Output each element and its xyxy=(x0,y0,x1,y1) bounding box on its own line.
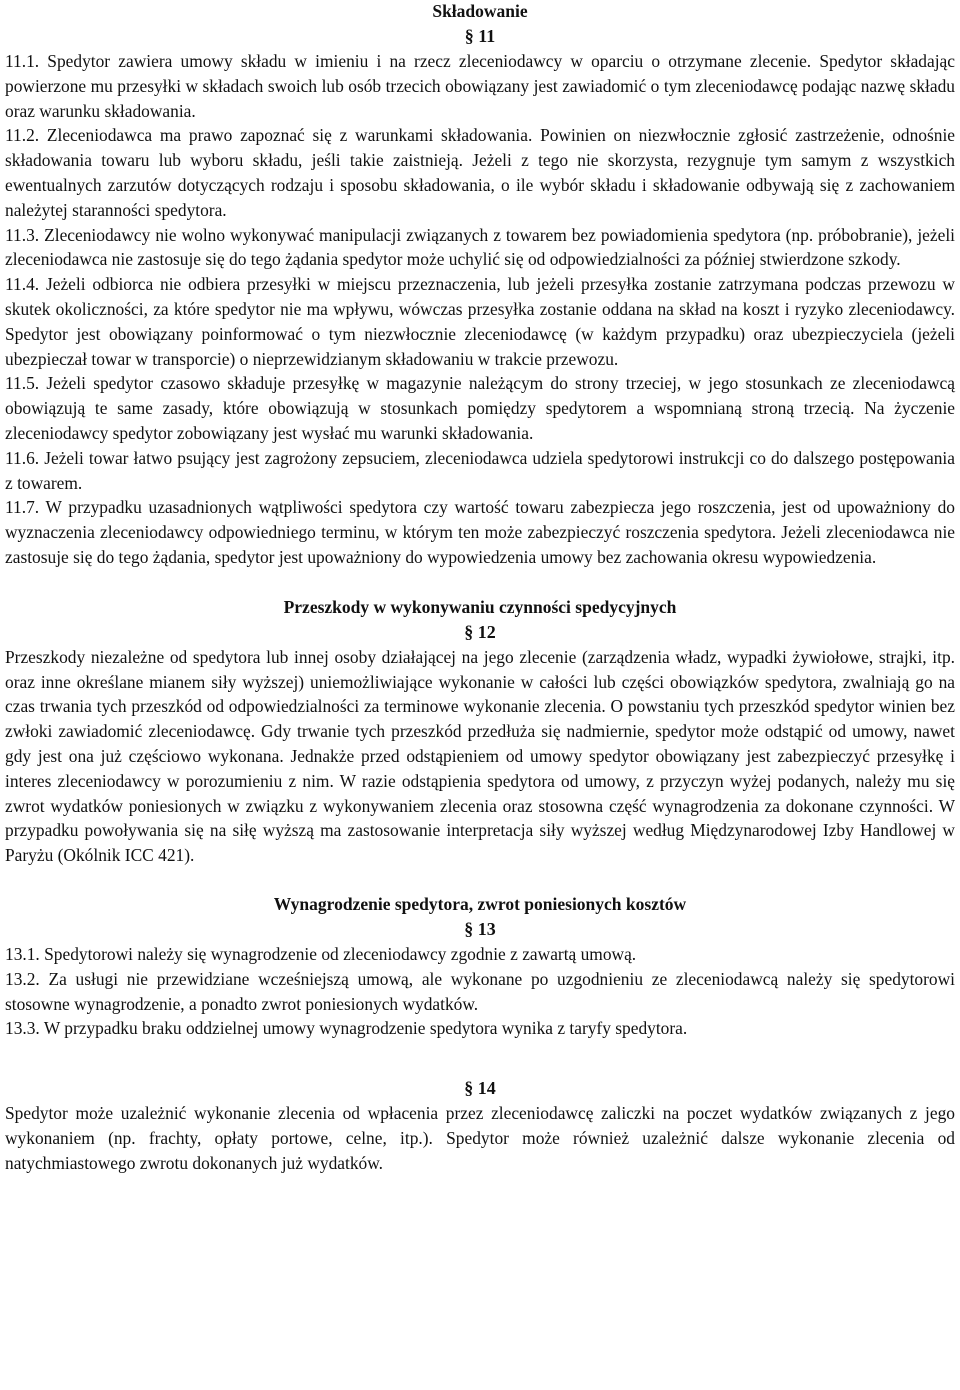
section-14 xyxy=(5,1075,955,1175)
section-title: Składowanie xyxy=(432,1,528,21)
paragraph-11-7: 11.7. W przypadku uzasadnionych wątpliwości spedytora czy wartość towaru zabezpiecza jego roszczenia, jest od upoważniony do wyznaczenia zleceniodawcy odpowiedniego terminu, w którym ten może zabezpieczyć roszczenia spedytora. Jeżeli zleceniodawca nie zastosuje się do tego żądania, spedytor jest upoważniony do wypowiedzenia umowy bez zachowania okresu wypowiedzenia. xyxy=(5,497,955,567)
paragraph-13-2: 13.2. Za usługi nie przewidziane wcześniejszą umową, ale wykonane po uzgodnieniu ze zleceniodawcą należy się spedytorowi stosowne wynagrodzenie, a ponadto zwrot poniesionych wydatków. xyxy=(5,968,955,1014)
paragraph-13-1: 13.1. Spedytorowi należy się wynagrodzenie od zleceniodawcy zgodnie z zawartą umową. xyxy=(5,943,637,964)
section-title: Przeszkody w wykonywaniu czynności spedycyjnych xyxy=(283,596,677,617)
paragraph-11-3: 11.3. Zleceniodawcy nie wolno wykonywać manipulacji związanych z towarem bez powiadomienia spedytora (np. próbobranie), jeżeli zleceniodawca nie zastosuje się do tego żądania spedytor może uchylić się od odpowiedzialności za później stwierdzone szkody. xyxy=(5,224,955,270)
section-12 xyxy=(5,595,955,868)
section-number: § 14 xyxy=(464,1078,496,1099)
paragraph-11-1: 11.1. Spedytor zawiera umowy składu w imieniu i na rzecz zleceniodawcy w oparciu o otrzymane zlecenie. Spedytor składając powierzone mu przesyłki w składach swoich lub osób trzecich obowiązany jest zawiadomić o tym zleceniodawcę podając nazwę składu oraz warunku składowania. xyxy=(5,51,955,121)
paragraph-11-6: 11.6. Jeżeli towar łatwo psujący jest zagrożony zepsuciem, zleceniodawca udziela spedytorowi instrukcji co do dalszego postępowania z towarem. xyxy=(5,447,955,493)
section-11 xyxy=(5,0,955,570)
section-number: § 13 xyxy=(464,918,496,939)
paragraph-11-2: 11.2. Zleceniodawca ma prawo zapoznać się z warunkami składowania. Powinien on niezwłocznie zgłosić zastrzeżenie, odnośnie składowania towaru lub wyboru składu, jeśli takie zaistnieją. Jeżeli z tego nie skorzysta, rezygnuje tym samym z wszystkich ewentualnych zarzutów dotyczących rodzaju i sposobu składowania, o ile wybór składu i składowanie odbywają się z zachowaniem należytej staranności spedytora. xyxy=(5,125,955,220)
paragraph-13-3: 13.3. W przypadku braku oddzielnej umowy wynagrodzenie spedytora wynika z taryfy spedytora. xyxy=(5,1018,688,1039)
paragraph-12: Przeszkody niezależne od spedytora lub innej osoby działającej na jego zlecenie (zarządzenia władz, wypadki żywiołowe, strajki, itp. oraz inne określane mianem siły wyższej) uniemożliwiające wykonanie w całości lub części obowiązków spedytora, zwalniają go na czas trwania tych przeszkód od odpowiedzialności za terminowe wykonanie zlecenia. O powstaniu tych przeszkód spedytor winien bez zwłoki zawiadomić zleceniodawcę. Gdy trwanie tych przeszkód przedłuża się nadmiernie, spedytor może odstąpić od umowy, nawet gdy jest ona już częściowo wykonana. Jednakże przed odstąpieniem od umowy spedytor obowiązany jest zabezpieczyć przesyłkę i interes zleceniodawcy w porozumieniu z nim. W razie odstąpienia spedytora od umowy, z przyczyn wyżej podanych, należy mu się zwrot wydatków poniesionych w związku z wykonywaniem zlecenia oraz stosowna część wynagrodzenia za dokonane czynności. W przypadku powoływania się na siłę wyższą ma zastosowanie interpretacja siły wyższej według Międzynarodowej Izby Handlowej w Paryżu (Okólnik ICC 421). xyxy=(5,646,955,866)
section-number: § 12 xyxy=(464,621,496,642)
paragraph-11-5: 11.5. Jeżeli spedytor czasowo składuje przesyłkę w magazynie należącym do strony trzeciej, w jego stosunkach ze zleceniodawcą obowiązują te same zasady, które obowiązują w stosunkach pomiędzy spedytorem a wspomnianą stroną trzecią. Na życzenie zleceniodawcy spedytor zobowiązany jest wysłać mu warunki składowania. xyxy=(5,373,955,443)
section-title: Wynagrodzenie spedytora, zwrot poniesionych kosztów xyxy=(273,893,687,914)
section-13 xyxy=(5,892,955,1041)
paragraph-14: Spedytor może uzależnić wykonanie zlecenia od wpłacenia przez zleceniodawcę zaliczki na poczet wydatków związanych z jego wykonaniem (np. frachty, opłaty portowe, celne, itp.). Spedytor może również uzależnić dalsze wykonanie zlecenia od natychmiastowego zwrotu dokonanych już wydatków. xyxy=(5,1103,955,1173)
section-number: § 11 xyxy=(464,26,496,46)
paragraph-11-4: 11.4. Jeżeli odbiorca nie odbiera przesyłki w miejscu przeznaczenia, lub jeżeli przesyłka zostanie zatrzymana podczas przewozu w skutek okoliczności, za które spedytor nie ma wpływu, wówczas przesyłka zostanie oddana na skład na koszt i ryzyko zleceniodawcy. Spedytor jest obowiązany poinformować o tym niezwłocznie zleceniodawcę (w każdym przypadku) oraz ubezpieczyciela (jeżeli ubezpieczał towar w transporcie) o nieprzewidzianym składowaniu w trakcie przewozu. xyxy=(5,274,955,369)
